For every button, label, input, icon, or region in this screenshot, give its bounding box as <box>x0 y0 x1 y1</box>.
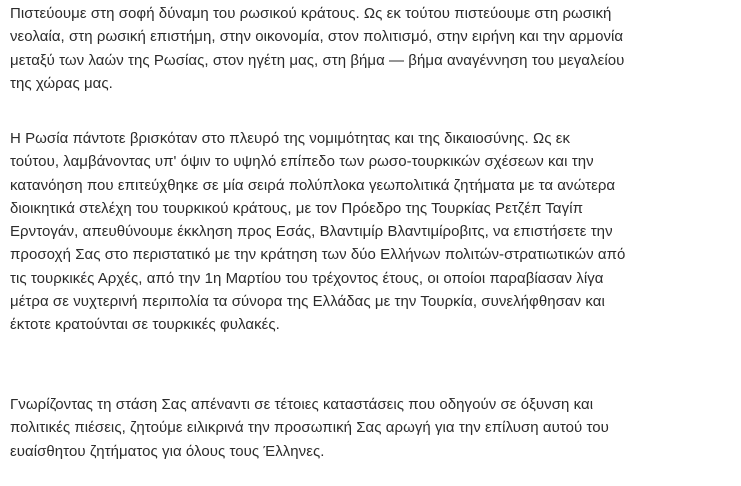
paragraph-line: Γνωρίζοντας τη στάση Σας απέναντι σε τέτοιες καταστάσεις που οδηγούν σε όξυνση και <box>10 396 594 413</box>
paragraph-line: πολιτικές πιέσεις, ζητούμε ειλικρινά την προσωπική Σας αρωγή για την επίλυση αυτού του <box>10 419 609 437</box>
paragraph-line: μεταξύ των λαών της Ρωσίας, στον ηγέτη μας, στη βήμα — βήμα αναγέννηση του μεγαλείου <box>10 51 625 69</box>
paragraph-line: ευαίσθητου ζητήματος για όλους τους Έλληνες. <box>10 442 325 460</box>
paragraph-line: Ερντογάν, απευθύνουμε έκκληση προς Εσάς, Βλαντιμίρ Βλαντιμίροβιτς, να επιστήσετε την <box>10 223 613 241</box>
paragraph-line: προσοχή Σας στο περιστατικό με την κράτηση των δύο Ελλήνων πολιτών-στρατιωτικών από <box>10 246 626 264</box>
paragraph-line: νεολαία, στη ρωσική επιστήμη, στην οικονομία, στον πολιτισμό, στην ειρήνη και την αρμονία <box>10 28 624 46</box>
paragraph-line: έκτοτε κρατούνται σε τουρκικές φυλακές. <box>10 316 280 334</box>
paragraph-line: Η Ρωσία πάντοτε βρισκόταν στο πλευρό της νομιμότητας και της δικαιοσύνης. Ως εκ <box>10 130 571 147</box>
paragraph-line: Πιστεύουμε στη σοφή δύναμη του ρωσικού κράτους. Ως εκ τούτου πιστεύουμε στη ρωσική <box>10 5 612 22</box>
paragraph-line: μέτρα σε νυχτερινή περιπολία τα σύνορα της Ελλάδας με την Τουρκία, συνελήφθησαν και <box>10 293 605 311</box>
paragraph-2 <box>10 127 735 337</box>
paragraph-line: διοικητικά στελέχη του τουρκικού κράτους, με τον Πρόεδρο της Τουρκίας Ρετζέπ Ταγίπ <box>10 199 583 217</box>
paragraph-line: της χώρας μας. <box>10 74 113 92</box>
paragraph-3 <box>10 393 735 463</box>
paragraph-line: τούτου, λαμβάνοντας υπ' όψιν το υψηλό επίπεδο των ρωσο-τουρκικών σχέσεων και την <box>10 153 594 171</box>
paragraph-line: τις τουρκικές Αρχές, από την 1η Μαρτίου του τρέχοντος έτους, οι οποίοι παραβίασαν λίγα <box>10 269 604 287</box>
paragraph-1 <box>10 2 735 95</box>
paragraph-line: κατανόηση που επιτεύχθηκε σε μία σειρά πολύπλοκα γεωπολιτικά ζητήματα με τα ανώτερα <box>10 176 616 194</box>
